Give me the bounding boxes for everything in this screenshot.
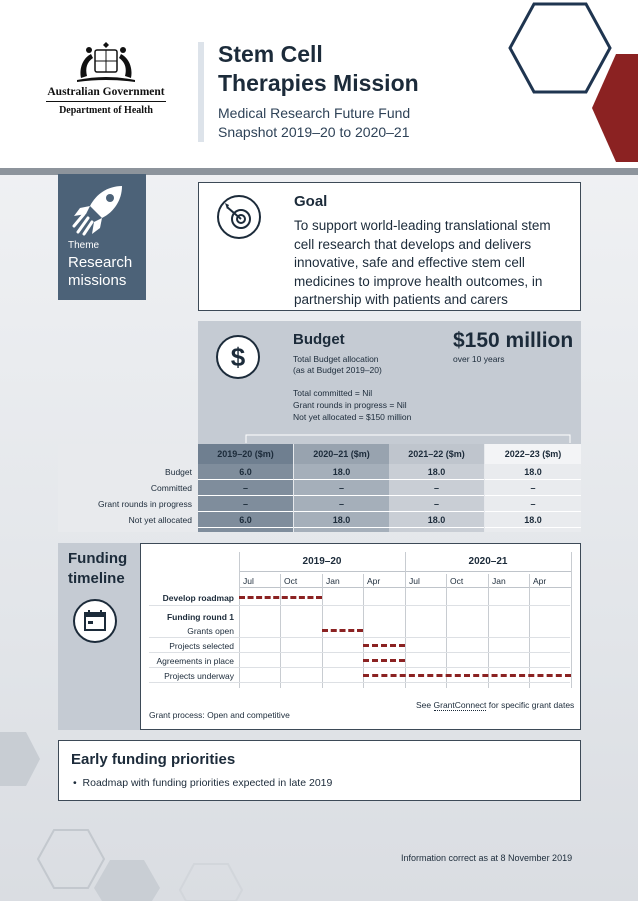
- timeline-month: Jul: [405, 574, 446, 588]
- early-funding-priorities: [58, 740, 581, 801]
- early-item-text: Roadmap with funding priorities expected in late 2019: [82, 777, 333, 789]
- early-list-item: [73, 777, 332, 789]
- column-header: 2019–20 ($m): [198, 444, 293, 464]
- timeline-month: Oct: [446, 574, 488, 588]
- timeline-gridline: [571, 552, 572, 688]
- cell-grant-rounds: –: [485, 496, 581, 512]
- goal-heading: Goal: [294, 193, 328, 210]
- dollar-icon-circle: [216, 335, 260, 379]
- budget-column-2019-20: [198, 444, 293, 532]
- theme-name-line-2: missions: [68, 272, 127, 289]
- budget-column-2020-21: [294, 444, 389, 532]
- timeline-heading-panel: [58, 543, 140, 730]
- bar-grants-open: [322, 629, 363, 632]
- row-label-not-allocated: Not yet allocated: [128, 515, 192, 525]
- budget-bracket-line: [244, 431, 574, 444]
- hexagon-red-decoration: [590, 52, 638, 164]
- budget-column-2022-23: [485, 444, 581, 532]
- row-label-budget: Budget: [165, 467, 192, 477]
- budget-not-allocated: Not yet allocated = $150 million: [293, 412, 412, 422]
- page-header: [0, 0, 638, 168]
- subtitle-line-1: Medical Research Future Fund: [218, 105, 411, 121]
- theme-name: [68, 254, 132, 290]
- timeline-gridline: [363, 574, 364, 688]
- grantconnect-link[interactable]: GrantConnect: [433, 700, 487, 710]
- timeline-row-divider: [149, 652, 570, 653]
- cell-not-allocated: 6.0: [198, 512, 293, 528]
- coat-of-arms-icon: [73, 38, 139, 84]
- timeline-row-divider: [149, 605, 570, 606]
- timeline-gridline: [488, 574, 489, 688]
- goal-text: To support world-leading translational stem cell research that develops and delivers innovative, safe and effective stem cell medicines to improve health outcomes, in partnership with patients and carers: [294, 218, 551, 307]
- budget-table: [58, 444, 581, 532]
- hexagon-outline-decoration-bottom-2: [178, 862, 244, 901]
- timeline-row-funding-round-1: Funding round 1: [166, 612, 234, 622]
- cell-budget: 18.0: [294, 464, 389, 480]
- column-header: 2021–22 ($m): [389, 444, 484, 464]
- target-icon-circle: [217, 195, 261, 239]
- cell-grant-rounds: –: [294, 496, 389, 512]
- government-name: Australian Government: [46, 86, 166, 102]
- column-header: 2022–23 ($m): [485, 444, 581, 464]
- bullet: •: [73, 777, 83, 789]
- budget-committed: Total committed = Nil: [293, 388, 373, 398]
- hexagon-grey-decoration-left: [0, 730, 40, 788]
- budget-allocation-line-2: (as at Budget 2019–20): [293, 365, 382, 375]
- cell-committed: –: [485, 480, 581, 496]
- bar-agreements-in-place: [363, 659, 405, 662]
- theme-box: [58, 174, 146, 300]
- title-line-2: Therapies Mission: [218, 70, 419, 96]
- page-title: [218, 40, 419, 98]
- svg-text:$: $: [230, 342, 246, 372]
- budget-amount: $150 million: [453, 329, 574, 352]
- timeline-heading-line-2: timeline: [68, 570, 125, 587]
- timeline-gridline: [446, 574, 447, 688]
- timeline-row-projects-underway: Projects underway: [164, 671, 234, 681]
- government-crest: [46, 38, 166, 116]
- timeline-gridline: [529, 574, 530, 688]
- timeline-row-grants-open: Grants open: [187, 626, 234, 636]
- page-subtitle: [218, 104, 410, 142]
- cell-not-allocated: 18.0: [389, 512, 484, 528]
- title-accent-bar: [198, 42, 204, 142]
- cell-committed: –: [389, 480, 484, 496]
- budget-in-progress: Grant rounds in progress = Nil: [293, 400, 407, 410]
- timeline-month: Jan: [488, 574, 529, 588]
- funding-timeline: [140, 543, 581, 730]
- information-date-note: Information correct as at 8 November 2019: [401, 853, 573, 863]
- cell-not-allocated: 18.0: [485, 512, 581, 528]
- grantconnect-note: [416, 700, 574, 710]
- timeline-month: Oct: [280, 574, 322, 588]
- cell-committed: –: [198, 480, 293, 496]
- timeline-month: Apr: [363, 574, 405, 588]
- timeline-row-divider: [149, 667, 570, 668]
- timeline-month: Jul: [239, 574, 280, 588]
- title-line-1: Stem Cell: [218, 41, 323, 67]
- dollar-icon: [218, 337, 258, 377]
- theme-label: Theme: [68, 240, 100, 251]
- department-name: Department of Health: [59, 105, 153, 116]
- cell-not-allocated: 18.0: [294, 512, 389, 528]
- timeline-heading: [68, 549, 127, 589]
- cell-committed: –: [294, 480, 389, 496]
- row-label-committed: Committed: [150, 483, 192, 493]
- goal-section: [198, 182, 581, 311]
- budget-allocation-line-1: Total Budget allocation: [293, 354, 379, 364]
- bar-develop-roadmap: [239, 596, 322, 599]
- budget-period: over 10 years: [453, 354, 505, 364]
- cell-budget: 6.0: [198, 464, 293, 480]
- target-icon: [219, 197, 259, 237]
- early-heading: Early funding priorities: [71, 751, 236, 768]
- calendar-icon-circle: [73, 599, 117, 643]
- see-suffix: for specific grant dates: [488, 700, 575, 710]
- timeline-year-2019-20: 2019–20: [239, 552, 405, 572]
- timeline-year-2020-21: 2020–21: [405, 552, 571, 572]
- theme-name-line-1: Research: [68, 254, 133, 271]
- budget-column-2021-22: [389, 444, 484, 532]
- timeline-row-agreements-in-place: Agreements in place: [156, 656, 234, 666]
- column-header: 2020–21 ($m): [294, 444, 389, 464]
- timeline-month: Apr: [529, 574, 571, 588]
- see-prefix: See: [416, 700, 432, 710]
- budget-heading: Budget: [293, 331, 345, 348]
- bar-projects-selected: [363, 644, 405, 647]
- bar-projects-underway: [363, 674, 571, 677]
- cell-budget: 18.0: [389, 464, 484, 480]
- row-label-grant-rounds: Grant rounds in progress: [97, 499, 192, 509]
- calendar-icon: [75, 601, 115, 641]
- budget-row-labels: [58, 444, 198, 532]
- timeline-month: Jan: [322, 574, 363, 588]
- grant-process-note: Grant process: Open and competitive: [149, 710, 290, 720]
- timeline-gridline: [280, 574, 281, 688]
- timeline-heading-line-1: Funding: [68, 550, 128, 567]
- cell-budget: 18.0: [485, 464, 581, 480]
- timeline-row-develop-roadmap: Develop roadmap: [162, 593, 234, 603]
- timeline-row-divider: [149, 682, 570, 683]
- timeline-row-projects-selected: Projects selected: [169, 641, 234, 651]
- cell-grant-rounds: –: [389, 496, 484, 512]
- hexagon-grey-decoration-bottom: [94, 858, 160, 901]
- rocket-icon: [70, 182, 126, 238]
- budget-section: [198, 321, 581, 444]
- timeline-row-divider: [149, 637, 570, 638]
- subtitle-line-2: Snapshot 2019–20 to 2020–21: [218, 124, 410, 140]
- cell-grant-rounds: –: [198, 496, 293, 512]
